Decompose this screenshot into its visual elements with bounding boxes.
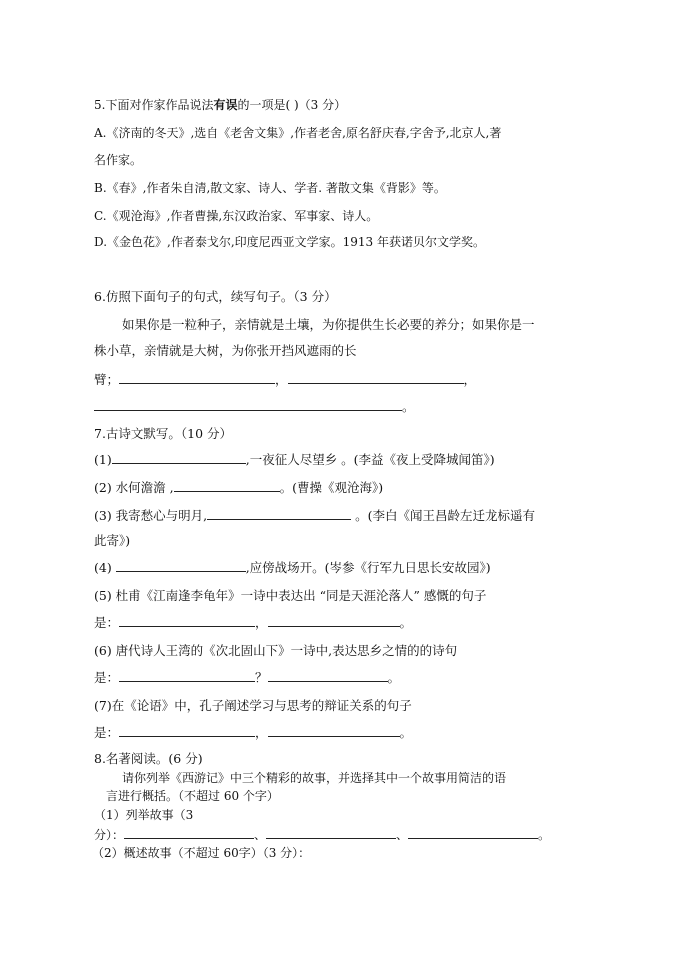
q8-part1-line1: （1）列举故事（3 xyxy=(94,808,194,822)
q8-blank-1[interactable] xyxy=(124,826,254,839)
q7-item-7-line1: (7)在《论语》中，孔子阐述学习与思考的辩证关系的句子 xyxy=(94,698,412,713)
q7-blank-5a[interactable] xyxy=(119,614,255,627)
q7-blank-7a[interactable] xyxy=(119,724,255,737)
q8-blank-2[interactable] xyxy=(266,826,396,839)
q5-option-b: B.《春》,作者朱自清,散文家、诗人、学者. 著散文集《背影》等。 xyxy=(94,181,446,195)
q7-blank-1[interactable] xyxy=(112,451,246,464)
q6-text-line1: 如果你是一粒种子，亲情就是土壤，为你提供生长必要的养分；如果你是一 xyxy=(122,317,535,332)
q6-answer-line2: 。 xyxy=(94,398,415,416)
q8-text-line1: 请你列举《西游记》中三个精彩的故事，并选择其中一个故事用简洁的语 xyxy=(122,771,507,785)
q8-blank-3[interactable] xyxy=(408,826,538,839)
q6-blank-3[interactable] xyxy=(94,398,402,411)
q7-blank-2[interactable] xyxy=(174,479,280,492)
q5-stem-emphasis: 有误 xyxy=(213,98,238,112)
q7-item-2: (2) 水何澹澹 , 。(曹操《观沧海》) xyxy=(94,480,384,495)
q7-stem: 7.古诗文默写。（10 分） xyxy=(94,426,233,441)
q7-item-1: (1) ,一夜征人尽望乡 。(李益《夜上受降城闻笛》) xyxy=(94,452,495,467)
q7-blank-3[interactable] xyxy=(207,507,351,520)
q7-item-6-line1: (6) 唐代诗人王湾的《次北固山下》一诗中,表达思乡之情的的诗句 xyxy=(94,643,458,658)
q7-blank-5b[interactable] xyxy=(268,614,400,627)
q5-option-a-line1: A.《济南的冬天》,选自《老舍文集》,作者老舍,原名舒庆春,字舍予,北京人,著 xyxy=(94,126,502,140)
q8-stem: 8.名著阅读。(6 分) xyxy=(94,751,203,766)
q5-option-a-line2: 名作家。 xyxy=(94,153,143,167)
q7-item-3-cont: 此寄》) xyxy=(94,533,131,548)
q6-stem: 6.仿照下面句子的句式，续写句子。（3 分） xyxy=(94,289,337,304)
q7-item-3: (3) 我寄愁心与明月, 。(李白《闻王昌龄左迁龙标遥有 xyxy=(94,508,536,523)
q7-blank-6b[interactable] xyxy=(268,669,388,682)
q7-item-7-line2: 是： ， 。 xyxy=(94,725,413,740)
q7-blank-7b[interactable] xyxy=(268,724,400,737)
q6-text-line2: 株小草，亲情就是大树，为你张开挡风遮雨的长 xyxy=(94,343,357,358)
q7-blank-6a[interactable] xyxy=(119,669,255,682)
q7-blank-4[interactable] xyxy=(116,559,246,572)
q7-item-6-line2: 是： ？ 。 xyxy=(94,670,401,685)
q8-part2: （2）概述故事（不超过 60字）（3 分）： xyxy=(92,846,311,860)
q8-text-line2: 言进行概括。（不超过 60 个字） xyxy=(106,789,279,803)
q8-part1-line2: 分）： 、 、 。 xyxy=(94,828,551,842)
q5-option-d: D.《金色花》,作者泰戈尔,印度尼西亚文学家。1913 年获诺贝尔文学奖。 xyxy=(94,235,485,249)
q7-item-4: (4) ,应傍战场开。(岑参《行军九日思长安故园》) xyxy=(94,560,491,575)
q6-blank-1[interactable] xyxy=(119,371,275,384)
q6-blank-2[interactable] xyxy=(288,371,464,384)
q7-item-5-line1: (5) 杜甫《江南逢李龟年》一诗中表达出 “同是天涯沦落人” 感慨的句子 xyxy=(94,588,487,603)
q7-item-5-line2: 是： ， 。 xyxy=(94,615,413,630)
q6-answer-line1: 臂； ， ， xyxy=(94,372,477,387)
q5-option-c: C.《观沧海》,作者曹操,东汉政治家、军事家、诗人。 xyxy=(94,209,379,223)
q5-stem: 5.下面对作家作品说法有误的一项是( )（3 分） xyxy=(94,98,347,112)
